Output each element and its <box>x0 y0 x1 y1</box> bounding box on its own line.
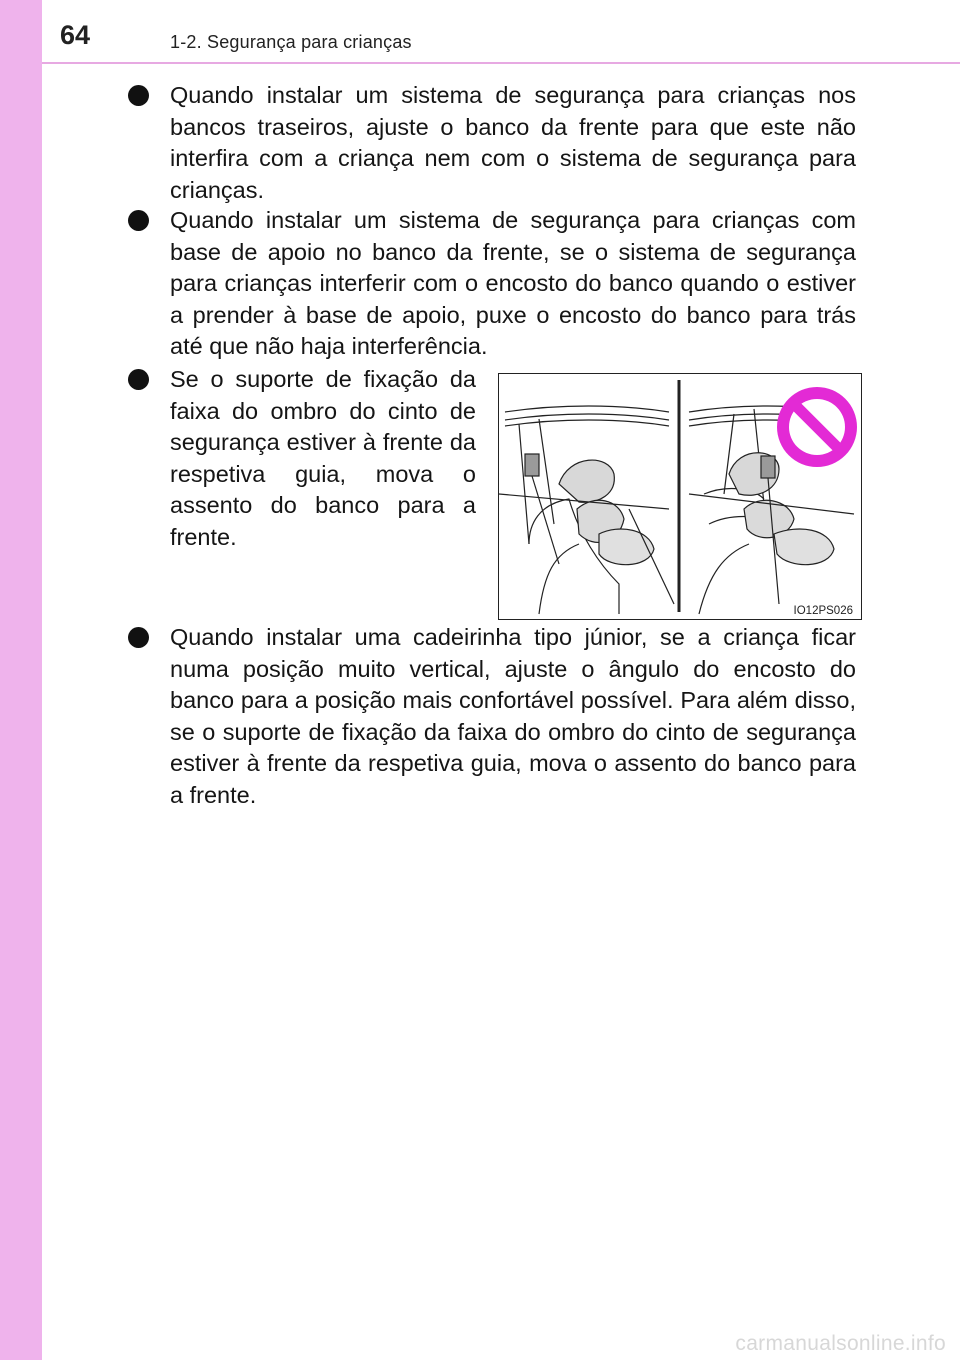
bullet-dot-icon <box>128 627 149 648</box>
bullet-text-1: Quando instalar um sistema de segurança para crianças nos bancos traseiros, ajuste o banco da frente para que este não interfira com a criança nem com o sistema de segurança para crianças. <box>170 82 856 203</box>
bullet-text-3: Se o suporte de fixação da faixa do ombro do cinto de segurança estiver à frente da respetiva guia, mova o assento do banco para a frente. <box>170 366 476 550</box>
figure-code-label: IO12PS026 <box>793 605 853 617</box>
prohibition-icon <box>777 387 857 467</box>
bullet-dot-icon <box>128 369 149 390</box>
watermark-text: carmanualsonline.info <box>735 1332 946 1355</box>
child-seat-diagram <box>499 374 860 618</box>
bullet-text-4: Quando instalar uma cadeirinha tipo júnior, se a criança ficar numa posição muito vertical, ajuste o ângulo do encosto do banco para a posição mais confortável possível. Para além disso, se o suporte de fixação da faixa do ombro do cinto de segurança estiver à frente da respetiva guia, mova o assento do banco para a frente. <box>170 624 856 808</box>
bullet-dot-icon <box>128 85 149 106</box>
side-color-band <box>0 0 42 1360</box>
bullet-dot-icon <box>128 210 149 231</box>
page-header <box>0 0 960 70</box>
page-number: 64 <box>60 20 91 50</box>
header-divider <box>42 62 960 64</box>
bullet-text-2: Quando instalar um sistema de segurança para crianças com base de apoio no banco da frente, se o sistema de segurança para crianças interferir com o encosto do banco quando o estiver a prender à base de apoio, puxe o encosto do banco para trás até que não haja interferência. <box>170 207 856 359</box>
section-title: 1-2. Segurança para crianças <box>170 32 412 52</box>
seat-illustration <box>498 373 862 620</box>
